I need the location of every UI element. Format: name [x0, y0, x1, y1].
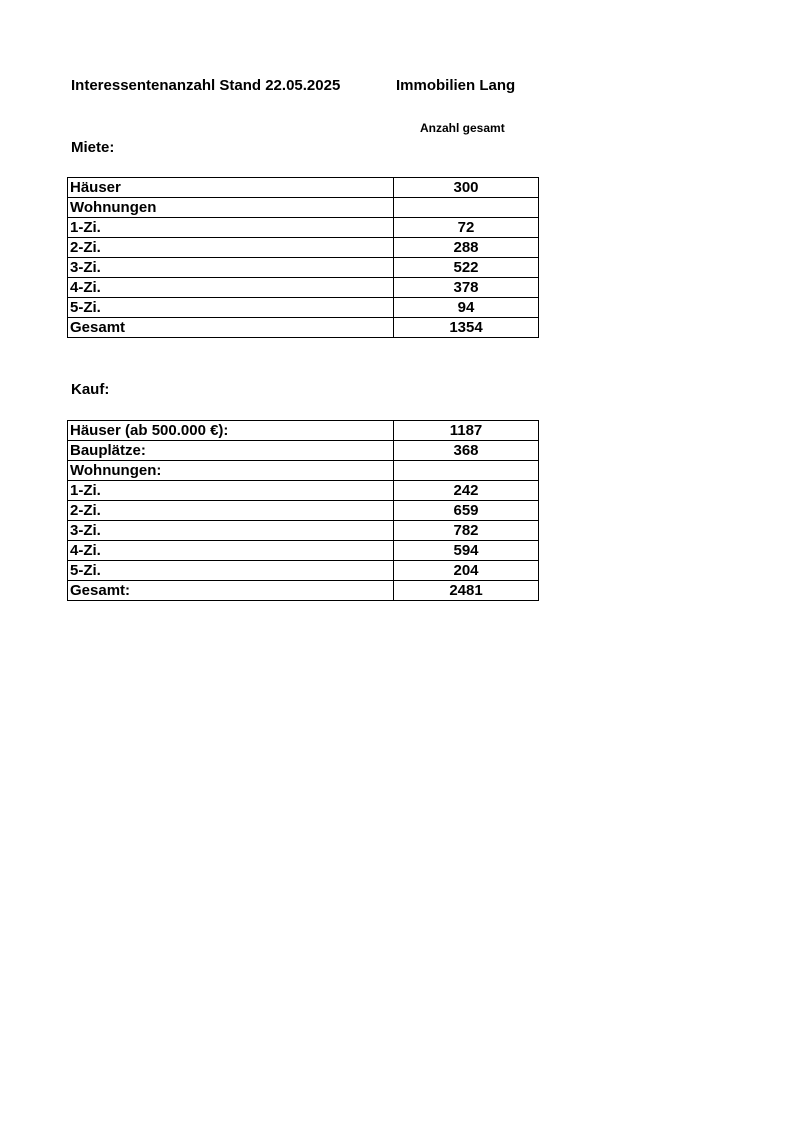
- row-label: Gesamt:: [68, 581, 394, 601]
- table-row: [68, 318, 539, 338]
- table-row: [68, 481, 539, 501]
- row-label: Bauplätze:: [68, 441, 394, 461]
- miete-table: [67, 177, 539, 338]
- row-value: 782: [394, 521, 539, 541]
- row-label: Häuser: [68, 178, 394, 198]
- table-row: [68, 561, 539, 581]
- row-value: 94: [394, 298, 539, 318]
- row-label: 5-Zi.: [68, 298, 394, 318]
- table-row: [68, 521, 539, 541]
- table-row: [68, 541, 539, 561]
- row-value: 522: [394, 258, 539, 278]
- company-name: Immobilien Lang: [396, 77, 516, 94]
- row-label: 2-Zi.: [68, 501, 394, 521]
- row-value: 378: [394, 278, 539, 298]
- table-row: [68, 278, 539, 298]
- row-label: Wohnungen:: [68, 461, 394, 481]
- kauf-section-label: Kauf:: [71, 381, 110, 398]
- table-row: [68, 298, 539, 318]
- table-row: [68, 581, 539, 601]
- row-value: [394, 461, 539, 481]
- row-value: 1187: [394, 421, 539, 441]
- row-label: 1-Zi.: [68, 218, 394, 238]
- row-label: 4-Zi.: [68, 278, 394, 298]
- row-value: [394, 198, 539, 218]
- row-label: Gesamt: [68, 318, 394, 338]
- row-label: 3-Zi.: [68, 258, 394, 278]
- table-row: [68, 198, 539, 218]
- row-label: 1-Zi.: [68, 481, 394, 501]
- row-label: Wohnungen: [68, 198, 394, 218]
- row-label: 4-Zi.: [68, 541, 394, 561]
- table-row: [68, 461, 539, 481]
- row-value: 72: [394, 218, 539, 238]
- row-value: 2481: [394, 581, 539, 601]
- table-row: [68, 441, 539, 461]
- row-value: 242: [394, 481, 539, 501]
- miete-section-label: Miete:: [71, 139, 115, 156]
- row-label: 5-Zi.: [68, 561, 394, 581]
- kauf-table: [67, 420, 539, 601]
- row-label: 3-Zi.: [68, 521, 394, 541]
- row-value: 594: [394, 541, 539, 561]
- table-row: [68, 218, 539, 238]
- table-row: [68, 258, 539, 278]
- row-value: 1354: [394, 318, 539, 338]
- table-row: [68, 238, 539, 258]
- page-title: Interessentenanzahl Stand 22.05.2025: [71, 77, 341, 94]
- table-row: [68, 501, 539, 521]
- table-row: [68, 178, 539, 198]
- row-value: 368: [394, 441, 539, 461]
- row-value: 288: [394, 238, 539, 258]
- row-label: 2-Zi.: [68, 238, 394, 258]
- row-value: 300: [394, 178, 539, 198]
- table-row: [68, 421, 539, 441]
- row-label: Häuser (ab 500.000 €):: [68, 421, 394, 441]
- column-heading: Anzahl gesamt: [420, 121, 505, 135]
- row-value: 659: [394, 501, 539, 521]
- row-value: 204: [394, 561, 539, 581]
